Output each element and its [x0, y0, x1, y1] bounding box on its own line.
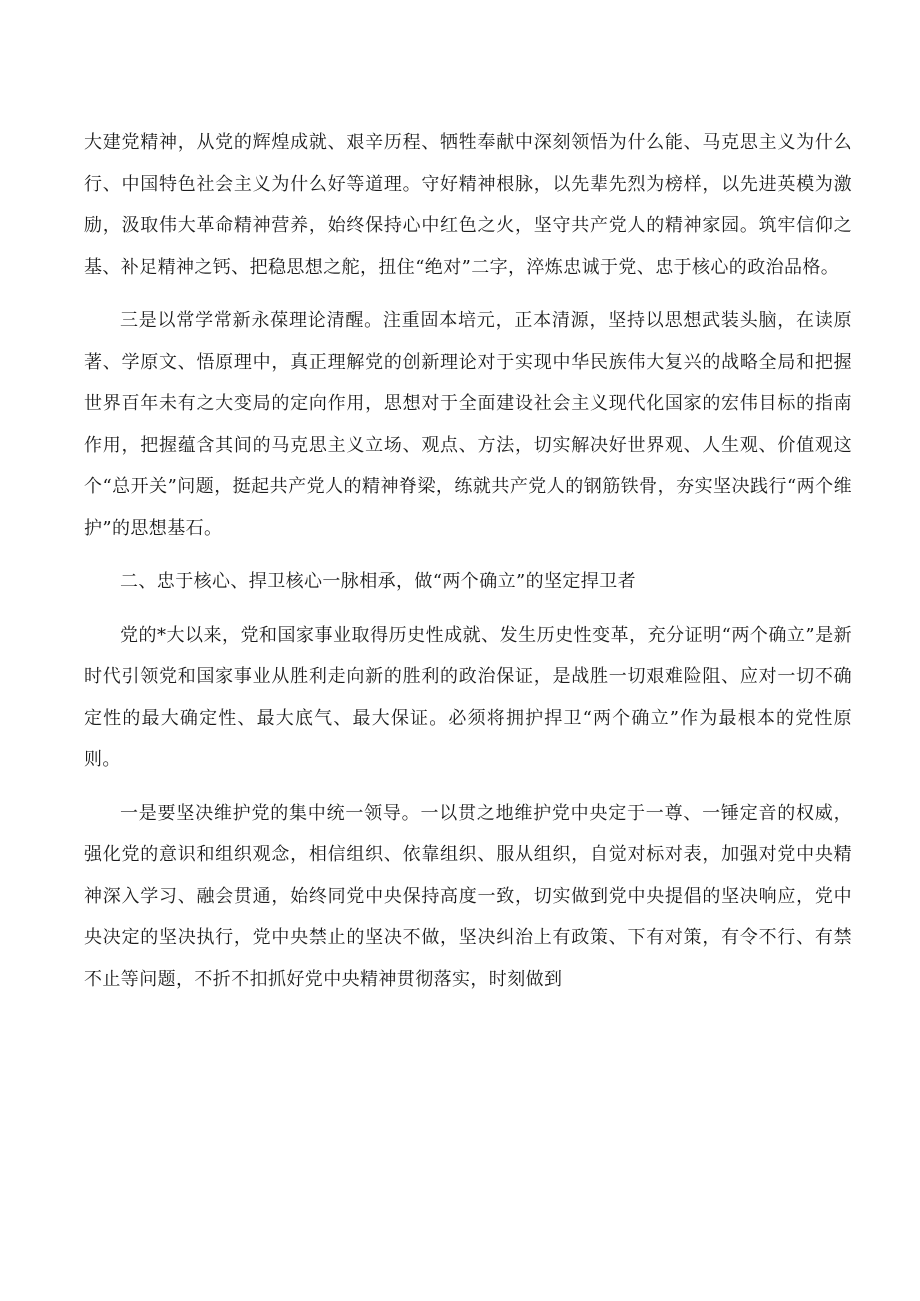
paragraph-leadership: 一是要坚决维护党的集中统一领导。一以贯之地维护党中央定于一尊、一锤定音的权威，强化党的意识和组织观念，相信组织、依靠组织、服从组织，自觉对标对表，加强对党中央精神深入学习、融会贯通，始终同党中央保持高度一致，切实做到党中央提倡的坚决响应，党中央决定的坚决执行，党中央禁止的坚决不做，坚决纠治上有政策、下有对策，有令不行、有禁不止等问题，不折不扣抓好党中央精神贯彻落实，时刻做到	[84, 802, 852, 990]
paragraph-continuation: 大建党精神，从党的辉煌成就、艰辛历程、牺牲奉献中深刻领悟为什么能、马克思主义为什么行、中国特色社会主义为什么好等道理。守好精神根脉，以先辈先烈为榜样，以先进英模为激励，汲取伟大革命精神营养，始终保持心中红色之火，坚守共产党人的精神家园。筑牢信仰之基、补足精神之钙、把稳思想之舵，扭住“绝对”二字，淬炼忠诚于党、忠于核心的政治品格。	[84, 132, 852, 278]
paragraph-theory: 三是以常学常新永葆理论清醒。注重固本培元，正本清源，坚持以思想武装头脑，在读原著、学原文、悟原理中，真正理解党的创新理论对于实现中华民族伟大复兴的战略全局和把握世界百年未有之大变局的定向作用，思想对于全面建设社会主义现代化国家的宏伟目标的指南作用，把握蕴含其间的马克思主义立场、观点、方法，切实解决好世界观、人生观、价值观这个“总开关”问题，挺起共产党人的精神脊梁，练就共产党人的钢筋铁骨，夯实坚决践行“两个维护”的思想基石。	[84, 310, 852, 539]
section-heading: 二、忠于核心、捍卫核心一脉相承，做“两个确立”的坚定捍卫者	[120, 571, 637, 592]
document-body	[84, 122, 852, 1000]
paragraph-two-establishments: 党的*大以来，党和国家事业取得历史性成就、发生历史性变革，充分证明“两个确立”是新时代引领党和国家事业从胜利走向新的胜利的政治保证，是战胜一切艰难险阻、应对一切不确定性的最大确定性、最大底气、最大保证。必须将拥护捍卫“两个确立”作为最根本的党性原则。	[84, 624, 852, 770]
